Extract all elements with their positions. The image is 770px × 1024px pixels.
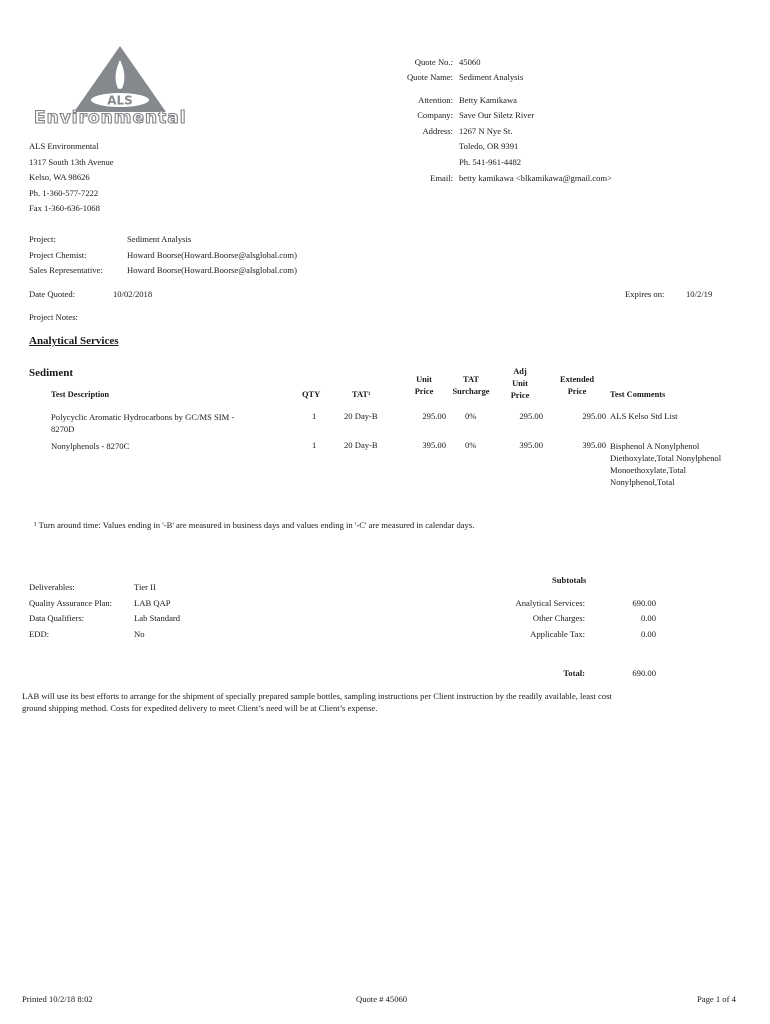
row-comments: Bisphenol A Nonylphenol Diethoxylate,Total Nonylphenol Monoethoxylate,Total Nonylphenol,Total xyxy=(610,441,722,487)
client-email: betty kamikawa <blkamikawa@gmail.com> xyxy=(459,173,612,183)
email-label: Email: xyxy=(430,173,453,183)
row-adj-price: 295.00 xyxy=(519,411,543,421)
project-value: Sediment Analysis xyxy=(127,234,192,244)
col-adj-unit-price: Adj Unit Price xyxy=(510,367,530,400)
company-phone: Ph. 1-360-577-7222 xyxy=(29,188,99,198)
total-value: 690.00 xyxy=(632,668,656,678)
row-qty: 1 xyxy=(312,411,317,421)
project-notes-label: Project Notes: xyxy=(29,312,78,322)
row-unit-price: 395.00 xyxy=(422,440,446,450)
logo-wordmark: Environmental xyxy=(34,108,187,128)
edd-label: EDD: xyxy=(29,629,50,639)
row-unit-price: 295.00 xyxy=(422,411,446,421)
sales-rep: Howard Boorse(Howard.Boorse@alsglobal.com) xyxy=(127,265,297,275)
company-fax: Fax 1-360-636-1068 xyxy=(29,203,100,213)
col-qty: QTY xyxy=(302,390,321,399)
quote-name: Sediment Analysis xyxy=(459,72,524,82)
col-unit-price: Unit Price xyxy=(414,375,434,396)
row-extended: 395.00 xyxy=(582,440,606,450)
address-label: Address: xyxy=(422,126,453,136)
client-company: Save Our Siletz River xyxy=(459,110,535,120)
tat-footnote: ¹ Turn around time: Values ending in '-B' are measured in business days and values ending in '-C' are measured in calendar days. xyxy=(34,520,475,530)
row-surcharge: 0% xyxy=(465,411,477,421)
row-tat: 20 Day-B xyxy=(344,440,378,450)
data-qualifiers-label: Data Qualifiers: xyxy=(29,613,85,623)
data-qualifiers-value: Lab Standard xyxy=(134,613,181,623)
row-description: Polycyclic Aromatic Hydrocarbons by GC/MS SIM - 8270D xyxy=(51,412,235,434)
quote-no: 45060 xyxy=(459,57,481,67)
row-tat: 20 Day-B xyxy=(344,411,378,421)
analytical-services-label: Analytical Services: xyxy=(515,598,585,608)
sediment-title: Sediment xyxy=(29,367,73,379)
deliverables-label: Deliverables: xyxy=(29,582,75,592)
quote-name-label: Quote Name: xyxy=(406,72,453,82)
project-chemist-label: Project Chemist: xyxy=(29,250,87,260)
row-qty: 1 xyxy=(312,440,317,450)
footer-quote-number: Quote # 45060 xyxy=(356,994,408,1004)
qa-plan-label: Quality Assurance Plan: xyxy=(29,598,113,608)
page-number: Page 1 of 4 xyxy=(697,994,736,1004)
qa-plan-value: LAB QAP xyxy=(134,598,171,608)
date-quoted-label: Date Quoted: xyxy=(29,289,76,299)
analytical-services-title: Analytical Services xyxy=(29,335,119,347)
sales-rep-label: Sales Representative: xyxy=(29,265,103,275)
edd-value: No xyxy=(134,629,145,639)
client-phone: Ph. 541-961-4482 xyxy=(459,157,522,167)
project-chemist: Howard Boorse(Howard.Boorse@alsglobal.com) xyxy=(127,250,297,260)
expires-label: Expires on: xyxy=(625,289,665,299)
expires-date: 10/2/19 xyxy=(686,289,713,299)
row-extended: 295.00 xyxy=(582,411,606,421)
col-tat-surcharge: TAT Surcharge xyxy=(452,375,490,396)
deliverables-value: Tier II xyxy=(134,582,156,592)
client-company-label: Company: xyxy=(417,110,453,120)
company-name: ALS Environmental xyxy=(29,141,99,151)
row-comments: ALS Kelso Std List xyxy=(610,411,678,421)
other-charges-label: Other Charges: xyxy=(532,613,585,623)
total-label: Total: xyxy=(563,668,585,678)
applicable-tax-label: Applicable Tax: xyxy=(530,629,585,639)
row-surcharge: 0% xyxy=(465,440,477,450)
analytical-services-value: 690.00 xyxy=(632,598,656,608)
subtotals-title: Subtotals xyxy=(552,575,587,585)
address-line1: 1267 N Nye St. xyxy=(459,126,513,136)
company-street: 1317 South 13th Avenue xyxy=(29,157,114,167)
address-line2: Toledo, OR 9391 xyxy=(459,141,519,151)
date-quoted: 10/02/2018 xyxy=(113,289,153,299)
other-charges-value: 0.00 xyxy=(640,613,656,623)
col-extended-price: Extended Price xyxy=(560,375,594,396)
printed-date: Printed 10/2/18 8:02 xyxy=(22,994,93,1004)
project-label: Project: xyxy=(29,234,56,244)
company-city: Kelso, WA 98626 xyxy=(29,172,90,182)
row-description: Nonylphenols - 8270C xyxy=(51,441,130,451)
col-test-comments: Test Comments xyxy=(610,390,666,399)
col-test-description: Test Description xyxy=(51,390,110,399)
logo-badge-text: ALS xyxy=(107,93,133,108)
shipping-note: LAB will use its best efforts to arrange for the shipment of specially prepared sample bottles, sampling instructions per Client instruction by the readily available, least cost ground shipping method. Costs for expedited delivery to meet Client’s need will be at Client’s expense. xyxy=(22,691,612,713)
row-adj-price: 395.00 xyxy=(519,440,543,450)
col-tat: TAT¹ xyxy=(352,390,371,399)
attention-label: Attention: xyxy=(418,95,453,105)
quote-no-label: Quote No.: xyxy=(414,57,453,67)
applicable-tax-value: 0.00 xyxy=(640,629,656,639)
attention: Betty Kamikawa xyxy=(459,95,517,105)
